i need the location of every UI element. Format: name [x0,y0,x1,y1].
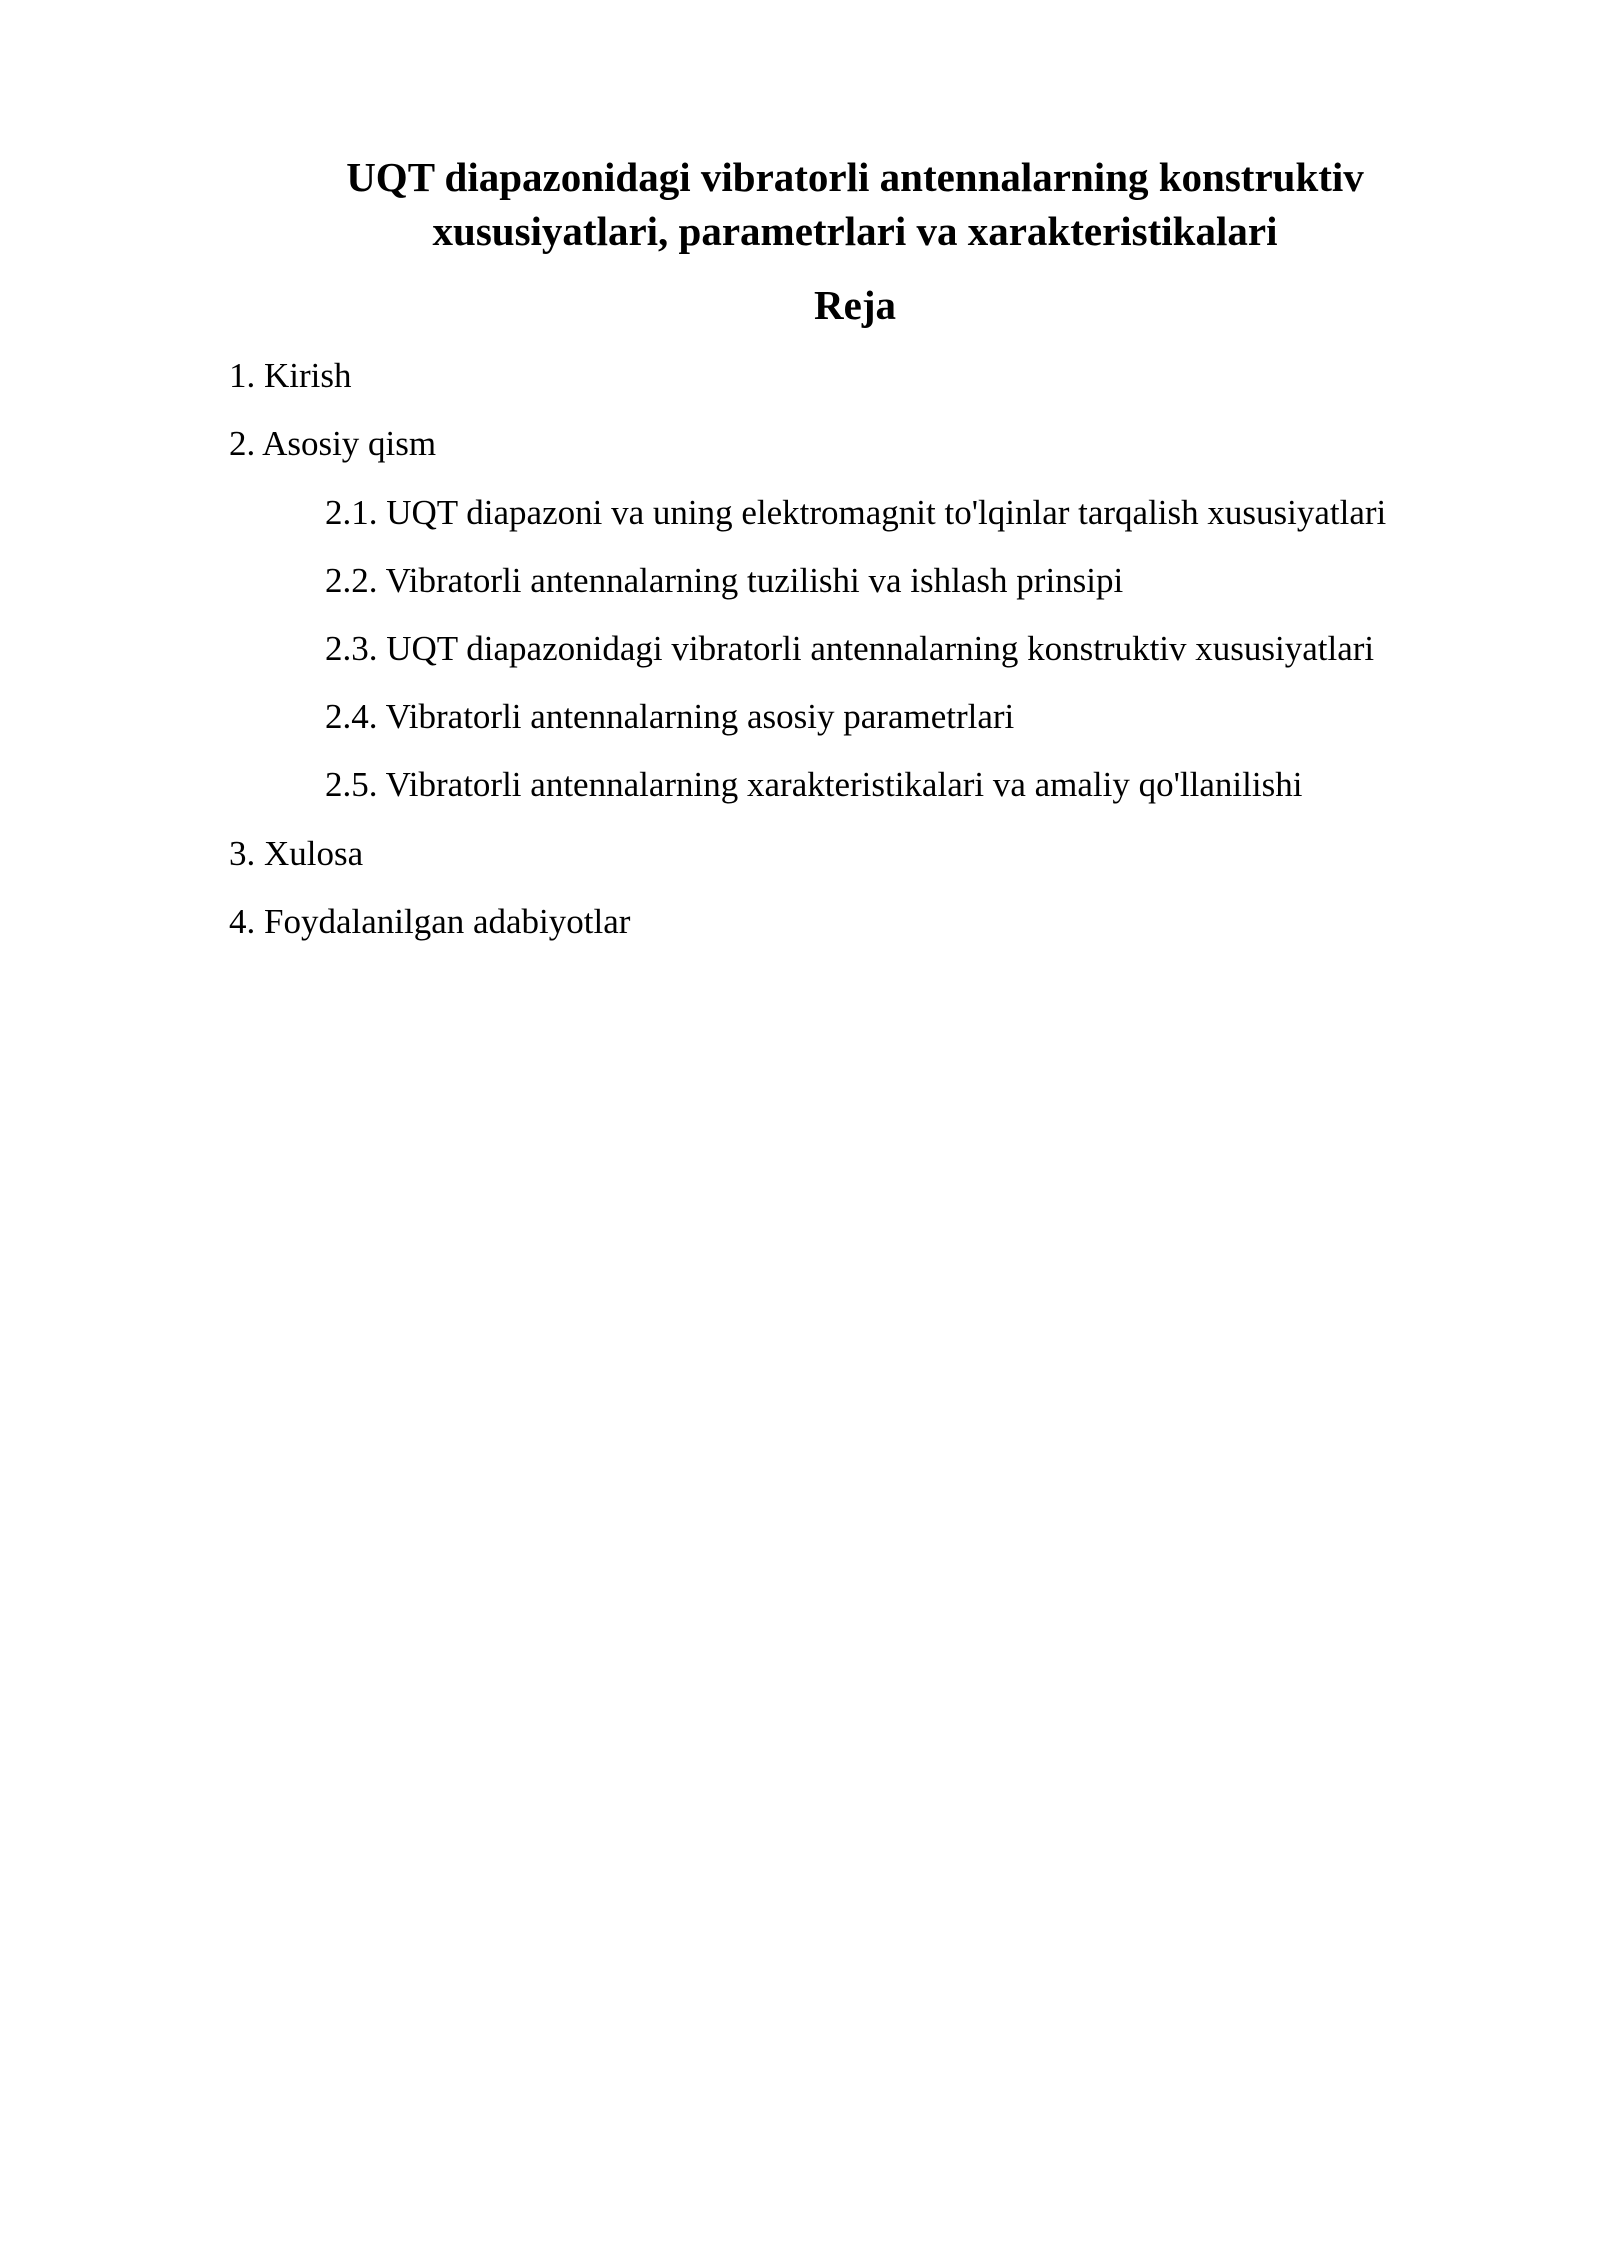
toc-item: 4. Foydalanilgan adabiyotlar [229,902,631,941]
title-line-2: xususiyatlari, parametrlari va xarakteristikalari [432,208,1278,254]
toc-item: 3. Xulosa [229,834,364,873]
toc-item: 2. Asosiy qism [229,424,437,463]
toc-item: 2.1. UQT diapazoni va uning elektromagnit to'lqinlar tarqalish xususiyatlari [325,493,1387,532]
document-title [230,150,1480,258]
toc-item: 1. Kirish [229,356,352,395]
title-line-1: UQT diapazonidagi vibratorli antennalarning konstruktiv [346,154,1364,200]
toc-item: 2.4. Vibratorli antennalarning asosiy parametrlari [325,697,1015,736]
plan-heading: Reja [814,282,896,328]
toc-item: 2.2. Vibratorli antennalarning tuzilishi va ishlash prinsipi [325,561,1124,600]
toc-item: 2.5. Vibratorli antennalarning xarakteristikalari va amaliy qo'llanilishi [325,765,1303,804]
toc-item: 2.3. UQT diapazonidagi vibratorli antennalarning konstruktiv xususiyatlari [325,629,1375,668]
